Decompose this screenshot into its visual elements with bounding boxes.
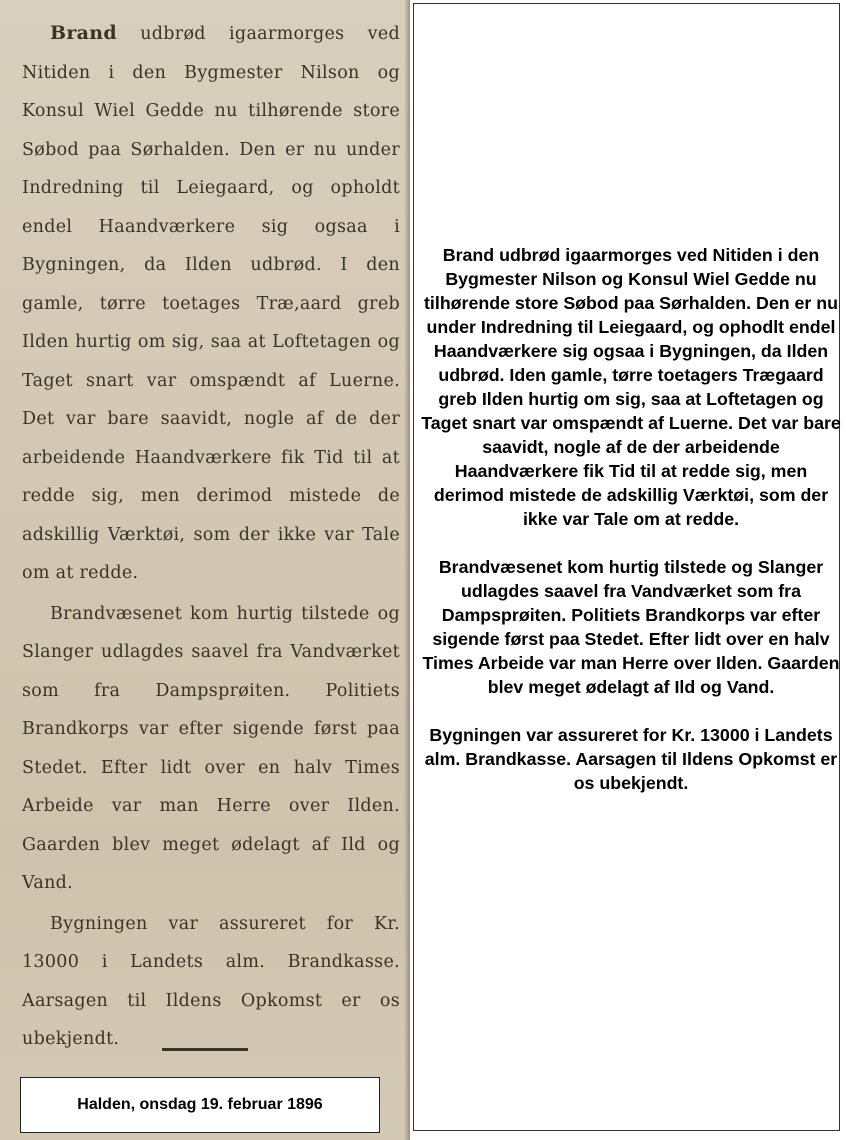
article-lead-word: Brand <box>50 22 117 44</box>
original-paragraph-1-text: udbrød igaarmorges ved Nitiden i den Bygmester Nilson og Konsul Wiel Gedde nu tilhørende store Søbod paa Sørhalden. Den er nu under Indredning til Leiegaard, og opholdt endel Haandværkere sig ogsaa i Bygningen, da Ilden udbrød. I den gamle, tørre toetages Træ,aard greb Ilden hurtig om sig, saa at Loftetagen og Taget snart var omspændt af Luerne. Det var bare saavidt, nogle af de der arbeidende Haandværkere fik Tid til at redde sig, men derimod mistede de adskillig Værktøi, som der ikke var Tale om at redde. <box>22 24 400 583</box>
original-paragraph-2: Brandvæsenet kom hurtig tilstede og Slanger udlagdes saavel fra Vandværket som fra Dampsprøiten. Politiets Brandkorps var efter sigende først paa Stedet. Efter lidt over en halv Times Arbeide var man Herre over Ilden. Gaarden blev meget ødelagt af Ild og Vand. <box>22 603 400 893</box>
transcription-paragraph-2: Brandvæsenet kom hurtig tilstede og Slanger udlagdes saavel fra Vandværket som fra Dampsprøiten. Politiets Brandkorps var efter sigende først paa Stedet. Efter lidt over en halv Times Arbeide var man Herre over Ilden. Gaarden blev meget ødelagt af Ild og Vand. <box>422 557 840 697</box>
transcription-text <box>421 243 841 795</box>
original-paragraph-1 <box>22 14 400 593</box>
newspaper-clipping-scan <box>0 0 410 1140</box>
end-of-article-rule <box>162 1048 248 1051</box>
original-paragraph-3: Bygningen var assureret for Kr. 13000 i Landets alm. Brandkasse. Aarsagen til Ildens Opkomst er os ubekjendt. <box>22 913 400 1049</box>
transcription-paragraph-3: Bygningen var assureret for Kr. 13000 i Landets alm. Brandkasse. Aarsagen til Ildens Opkomst er os ubekjendt. <box>424 725 838 793</box>
date-caption: Halden, onsdag 19. februar 1896 <box>20 1077 380 1133</box>
original-article-text <box>22 14 400 1059</box>
transcription-paragraph-1: Brand udbrød igaarmorges ved Nitiden i den Bygmester Nilson og Konsul Wiel Gedde nu tilhørende store Søbod paa Sørhalden. Den er nu under Indredning til Leiegaard, og ophodlt endel Haandværkere sig ogsaa i Bygningen, da Ilden udbrød. Iden gamle, tørre toetagers Trægaard greb Ilden hurtig om sig, saa at Loftetagen og Taget snart var omspændt af Luerne. Det var bare saavidt, nogle af de der arbeidende Haandværkere fik Tid til at redde sig, men derimod mistede de adskillig Værktøi, som der ikke var Tale om at redde. <box>421 245 841 529</box>
